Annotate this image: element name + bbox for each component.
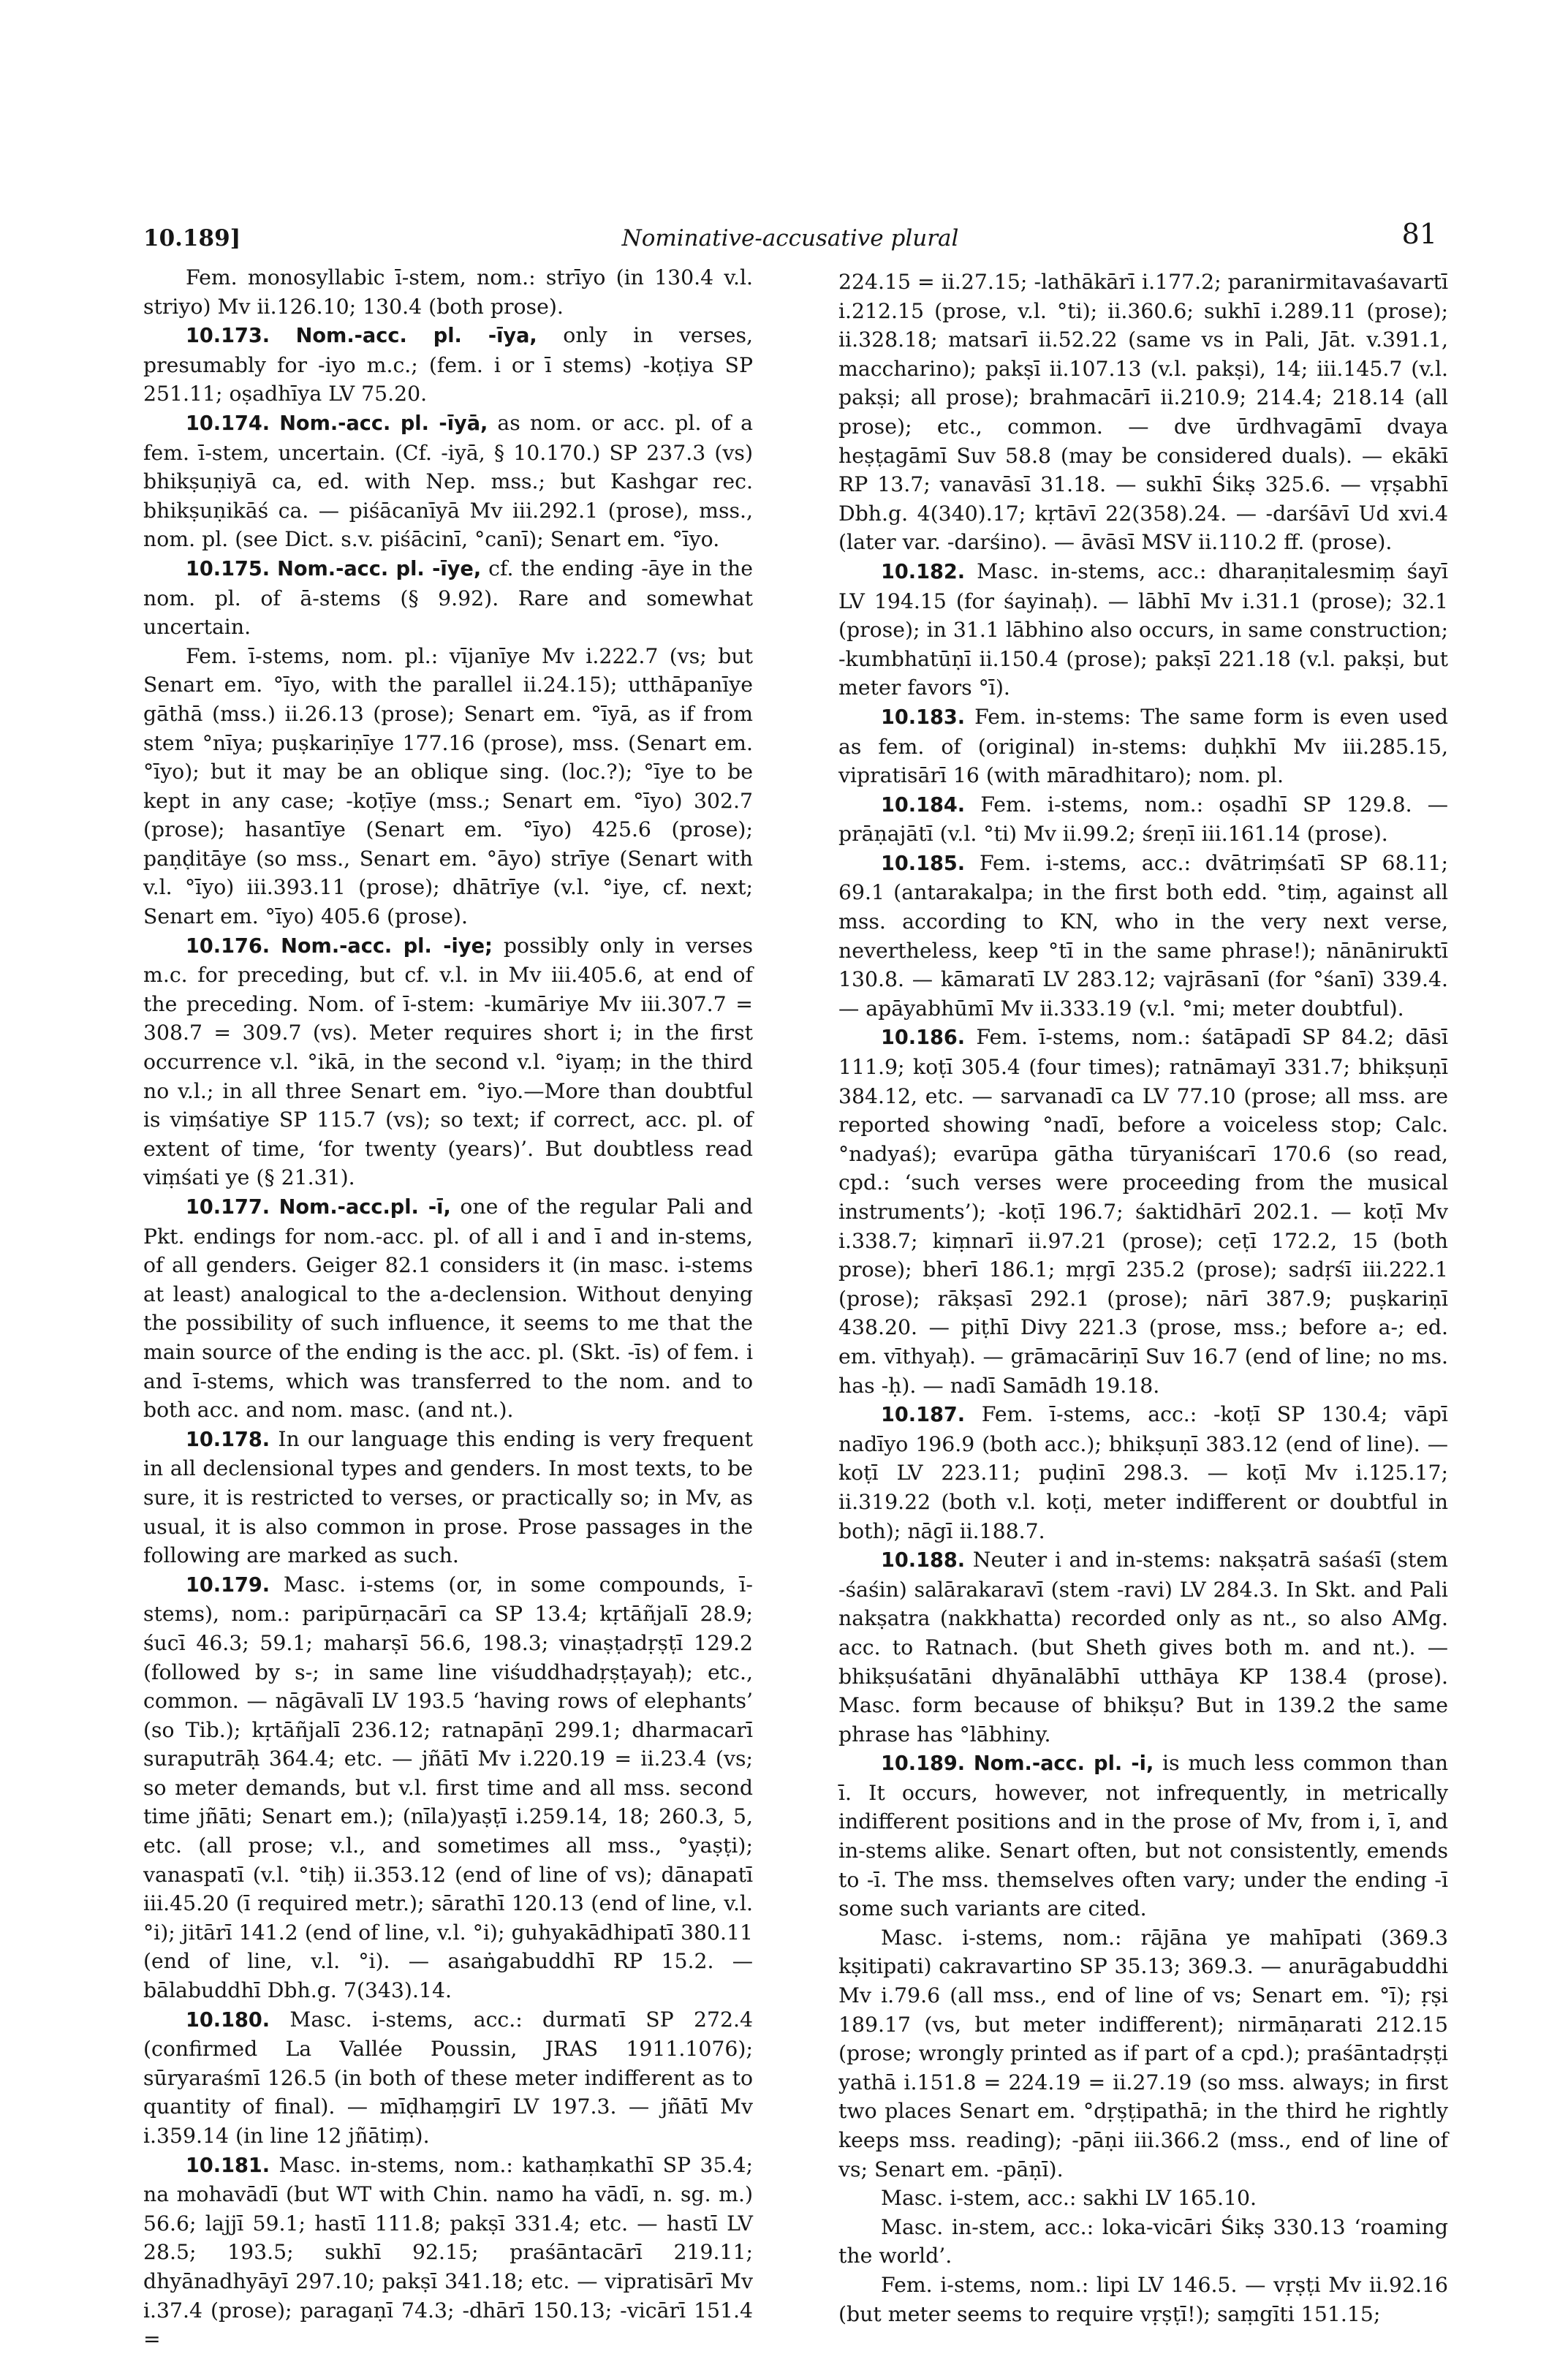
paragraph-p-10-182 bbox=[838, 557, 1448, 703]
paragraph-p-10-177 bbox=[143, 1192, 753, 1425]
paragraph-p-10-186 bbox=[838, 1023, 1448, 1400]
paragraph-text: Masc. i-stems, nom.: rājāna ye mahīpati (369.3 kṣitipati) cakravartino SP 35.13; 369.3. — anurāgabuddhi Mv i.79.6 (all mss., end of line of vs; Senart em. °ī); ṛṣi 189.17 (vs, but meter indifferent); nirmāṇarati 212.15 (prose; wrongly printed as if part of a cpd.); praśāntadṛṣṭi yathā i.151.8 = 224.19 = ii.27.19 (so mss. always; in first two places Senart em. °dṛṣṭipathā; in the third he rightly keeps mss. reading); -pāṇi iii.366.2 (mss., end of line of vs; Senart em. -pāṇī). bbox=[838, 1925, 1448, 2181]
paragraph-p-masc-i-nom bbox=[838, 1923, 1448, 2184]
section-number: 10.188. bbox=[881, 1549, 966, 1573]
paragraph-text: only in verses, presumably for -iyo m.c.; (fem. i or ī stems) -koṭiya SP 251.11; oṣadhīya LV 75.20. bbox=[143, 323, 753, 406]
paragraph-text: Neuter i and in-stems: nakṣatrā saśaśī (stem -śaśin) salārakaravī (stem -ravi) LV 284.3. In Skt. and Pali nakṣatra (nakkhatta) recorded only as nt., so also AMg. acc. to Ratnach. (but Sheth gives both m. and nt.). — bhikṣuśatāni dhyānalābhī utthāya KP 138.4 (prose). Masc. form because of bhikṣu? But in 139.2 the same phrase has °lābhiny. bbox=[838, 1548, 1449, 1746]
paragraph-text: Fem. ī-stems, nom. pl.: vījanīye Mv i.222.7 (vs; but Senart em. °īyo, with the parallel ii.24.15); utthāpanīye gāthā (mss.) ii.26.13 (prose); Senart em. °īyā, as if from stem °nīya; puṣkariṇīye 177.16 (prose), mss. (Senart em. °īyo); but it may be an oblique sing. (loc.?); °īye to be kept in any case; -koṭīye (mss.; Senart em. °īyo) 302.7 (prose); hasantīye (Senart em. °īyo) 425.6 (prose); paṇḍitāye (so mss., Senart em. °āyo) strīye (Senart with v.l. °īyo) iii.393.11 (prose); dhātrīye (v.l. °iye, cf. next; Senart em. °īyo) 405.6 (prose). bbox=[143, 643, 753, 929]
paragraph-text: Fem. in-stems: The same form is even used as fem. of (original) in-stems: duḥkhī Mv iii.285.15, vipratisārī 16 (with māradhitaro); nom. pl. bbox=[838, 704, 1449, 788]
paragraph-text: Fem. ī-stems, nom.: śatāpadī SP 84.2; dāsī 111.9; koṭī 305.4 (four times); ratnāmayī 331.7; bhikṣuṇī 384.12, etc. — sarvanadī ca LV 77.10 (prose; all mss. are reported showing °nadī, before a voiceless stop; Calc. °nadyaś); evarūpa gātha tūryaniścarī 170.6 (so read, cpd.: ‘such verses were proceeding from the musical instruments’); -koṭī 196.7; śaktidhārī 202.1. — koṭī Mv i.338.7; kiṃnarī ii.97.21 (prose); ceṭī 172.2, 15 (both prose); bherī 186.1; mṛgī 235.2 (prose); sadṛśī iii.222.1 (prose); rākṣasī 292.1 (prose); nārī 387.9; puṣkariṇī 438.20. — piṭhī Divy 221.3 (prose, mss.; before a-; ed. em. vīthyaḥ). — grāmacāriṇī Suv 16.7 (end of line; no ms. has -ḥ). — nadī Samādh 19.18. bbox=[838, 1025, 1448, 1398]
paragraph-p-10-185 bbox=[838, 849, 1448, 1023]
paragraph-p-10-180 bbox=[143, 2005, 753, 2151]
section-number: 10.177. bbox=[186, 1196, 270, 1219]
section-number: 10.180. bbox=[186, 2008, 270, 2032]
paragraph-p-masc-in-acc bbox=[838, 2213, 1448, 2271]
section-number: 10.176. bbox=[186, 934, 270, 958]
page-header bbox=[143, 218, 1437, 262]
section-number: 10.173. bbox=[186, 325, 270, 348]
paragraph-p-10-188 bbox=[838, 1545, 1448, 1749]
paragraph-text: Masc. i-stems (or, in some compounds, ī-stems), nom.: paripūrṇacārī ca SP 13.4; kṛtāñjalī 28.9; śucī 46.3; 59.1; maharṣī 56.6, 198.3; vinaṣṭadṛṣṭī 129.2 (followed by s-; in same line viśuddhadṛṣṭayaḥ); etc., common. — nāgāvalī LV 193.5 ‘having rows of elephants’ (so Tib.); kṛtāñjalī 236.12; ratnapāṇī 299.1; dharmacarī suraputrāḥ 364.4; etc. — jñātī Mv i.220.19 = ii.23.4 (vs; so meter demands, but v.l. first time and all mss. second time jñāti; Senart em.); (nīla)yaṣṭī i.259.14, 18; 260.3, 5, etc. (all prose; v.l., and sometimes all mss., °yaṣṭi); vanaspatī (v.l. °tiḥ) ii.353.12 (end of line of vs); dānapatī iii.45.20 (ī required metr.); sārathī 120.13 (end of line, v.l. °i); jitārī 141.2 (end of line, v.l. °i); guhyakādhipatī 380.11 (end of line, v.l. °i). — asaṅgabuddhī RP 15.2. — bālabuddhī Dbh.g. 7(343).14. bbox=[143, 1572, 753, 2003]
paragraph-text: as nom. or acc. pl. of a fem. ī-stem, uncertain. (Cf. -iyā, § 10.170.) SP 237.3 (vs) bhikṣuṇiyā ca, ed. with Nep. mss.; but Kashgar rec. bhikṣuṇikāś ca. — piśācanīyā Mv iii.292.1 (prose), mss., nom. pl. (see Dict. s.v. piśācinī, °canī); Senart em. °īyo. bbox=[143, 410, 753, 552]
section-number: 10.187. bbox=[881, 1404, 966, 1427]
paragraph-p-fem-mono bbox=[143, 263, 753, 321]
section-number: 10.183. bbox=[881, 705, 966, 729]
paragraph-p-10-179 bbox=[143, 1570, 753, 2005]
paragraph-p-10-189 bbox=[838, 1749, 1448, 1923]
section-heading: Nom.-acc. pl. -i, bbox=[973, 1752, 1154, 1776]
paragraph-text: Masc. in-stems, acc.: dharaṇitalesmiṃ śayī LV 194.15 (for śayinaḥ). — lābhī Mv i.31.1 (prose); 32.1 (prose); in 31.1 lābhino also occurs, in same construction; -kumbhatūṇī ii.150.4 (prose); pakṣī 221.18 (v.l. pakṣi, but meter favors °ī). bbox=[838, 559, 1449, 700]
section-number: 10.185. bbox=[881, 852, 966, 875]
paragraph-p-10-173 bbox=[143, 321, 753, 409]
paragraph-p-10-184 bbox=[838, 790, 1448, 849]
paragraph-p-10-175 bbox=[143, 554, 753, 642]
paragraph-text: In our language this ending is very frequent in all declensional types and genders. In most texts, to be sure, it is restricted to verses, or practically so; in Mv, as usual, it is also common in prose. Prose passages in the following are marked as such. bbox=[143, 1426, 753, 1568]
paragraph-text: possibly only in verses m.c. for preceding, but cf. v.l. in Mv iii.405.6, at end of the preceding. Nom. of ī-stem: -kumāriye Mv iii.307.7 = 308.7 = 309.7 (vs). Meter requires short i; in the first occurrence v.l. °ikā, in the second v.l. °iyaṃ; in the third no v.l.; in all three Senart em. °iyo.—More than doubtful is viṃśatiye SP 115.7 (vs); so text; if correct, acc. pl. of extent of time, ‘for twenty (years)’. But doubtless read viṃśati ye (§ 21.31). bbox=[143, 933, 753, 1190]
paragraph-p-fem-i-stems bbox=[143, 642, 753, 931]
paragraph-p-10-183 bbox=[838, 703, 1448, 790]
paragraph-text: one of the regular Pali and Pkt. endings for nom.-acc. pl. of all i and ī and in-stems, of all genders. Geiger 82.1 considers it (in masc. i-stems at least) analogical to the a-declension. Without denying the possibility of such influence, it seems to me that the main source of the ending is the acc. pl. (Skt. -īs) of fem. i and ī-stems, which was transferred to the nom. and to both acc. and nom. masc. (and nt.). bbox=[143, 1195, 753, 1423]
paragraph-text: Fem. ī-stems, acc.: -koṭī SP 130.4; vāpī nadīyo 196.9 (both acc.); bhikṣuṇī 383.12 (end of line). — koṭī LV 223.11; puḍinī 298.3. — koṭī Mv i.125.17; ii.319.22 (both v.l. koṭi, meter indifferent or doubtful in both); nāgī ii.188.7. bbox=[838, 1402, 1448, 1543]
section-number: 10.184. bbox=[881, 793, 966, 817]
section-number: 10.186. bbox=[881, 1026, 966, 1050]
paragraph-text: is much less common than ī. It occurs, however, not infrequently, in metrically indifferent positions and in the prose of Mv, from i, ī, and in-stems alike. Senart often, but not consistently, emends to -ī. The mss. themselves often vary; under the ending -ī some such variants are cited. bbox=[838, 1751, 1448, 1921]
paragraph-p-10-187 bbox=[838, 1400, 1448, 1545]
paragraph-text: Fem. i-stems, nom.: oṣadhī SP 129.8. — prāṇajātī (v.l. °ti) Mv ii.99.2; śreṇī iii.161.14 (prose). bbox=[838, 792, 1449, 847]
section-number: 10.174. bbox=[186, 412, 270, 435]
paragraph-p-10-174 bbox=[143, 409, 753, 554]
paragraph-p-fem-i-nom bbox=[838, 2271, 1448, 2328]
paragraph-text: 224.15 = ii.27.15; -lathākārī i.177.2; paranirmitavaśavartī i.212.15 (prose, v.l. °ti); ii.360.6; sukhī i.289.11 (prose); ii.328.18; matsarī ii.52.22 (same vs in Pali, Jāt. v.391.1, maccharino); pakṣī ii.107.13 (v.l. pakṣi), 14; iii.145.7 (v.l. pakṣi; all prose); brahmacārī ii.210.9; 214.4; 218.14 (all prose); etc., common. — dve ūrdhvagāmī dvaya heṣṭagāmī Suv 58.8 (may be considered duals). — ekākī RP 13.7; vanavāsī 31.18. — sukhī Śikṣ 325.6. — vṛṣabhī Dbh.g. 4(340).17; kṛtāvī 22(358).24. — -darśāvī Ud xvi.4 (later var. -darśino). — āvāsī MSV ii.110.2 ff. (prose). bbox=[838, 270, 1448, 555]
section-heading: Nom.-acc. pl. -īyā, bbox=[279, 412, 488, 435]
section-number: 10.178. bbox=[186, 1428, 270, 1451]
section-number: 10.189. bbox=[881, 1752, 966, 1776]
paragraph-text: Masc. in-stem, acc.: loka-vicāri Śikṣ 330.13 ‘roaming the world’. bbox=[838, 2214, 1448, 2268]
right-text-column bbox=[838, 268, 1449, 2326]
paragraph-p-cont-181 bbox=[838, 268, 1448, 557]
paragraph-text: Masc. in-stems, nom.: kathaṃkathī SP 35.4; na mohavādī (but WT with Chin. namo ha vādī, n. sg. m.) 56.6; lajjī 59.1; hastī 111.8; pakṣī 331.4; etc. — hastī LV 28.5; 193.5; sukhī 92.15; praśāntacārī 219.11; dhyānadhyāyī 297.10; pakṣī 341.18; etc. — vipratisārī Mv i.37.4 (prose); paragaṇī 74.3; -dhārī 150.13; -vicārī 151.4 = bbox=[143, 2152, 753, 2352]
paragraph-text: cf. the ending -āye in the nom. pl. of ā-stems (§ 9.92). Rare and somewhat uncertain. bbox=[143, 556, 753, 640]
paragraph-p-10-178 bbox=[143, 1425, 753, 1570]
running-title: Nominative-accusative plural bbox=[621, 225, 959, 251]
paragraph-p-masc-i-acc bbox=[838, 2184, 1448, 2213]
section-number: 10.181. bbox=[186, 2154, 270, 2177]
section-number: 10.182. bbox=[881, 560, 966, 583]
paragraph-text: Fem. monosyllabic ī-stem, nom.: strīyo (in 130.4 v.l. striyo) Mv ii.126.10; 130.4 (both prose). bbox=[143, 265, 753, 319]
section-reference: 10.189] bbox=[143, 225, 241, 251]
section-number: 10.179. bbox=[186, 1573, 270, 1597]
paragraph-p-10-176 bbox=[143, 931, 753, 1192]
paragraph-text: Fem. i-stems, nom.: lipi LV 146.5. — vṛṣṭi Mv ii.92.16 (but meter seems to require vṛṣṭī!); saṃgīti 151.15; bbox=[838, 2272, 1448, 2326]
page-number: 81 bbox=[1401, 218, 1437, 250]
section-heading: Nom.-acc.pl. -ī, bbox=[279, 1196, 451, 1219]
section-number: 10.175. bbox=[186, 557, 270, 580]
section-heading: Nom.-acc. pl. -iye; bbox=[281, 934, 493, 958]
paragraph-text: Masc. i-stem, acc.: sakhi LV 165.10. bbox=[881, 2186, 1257, 2211]
left-text-column bbox=[143, 263, 753, 2352]
paragraph-text: Fem. i-stems, acc.: dvātriṃśatī SP 68.11; 69.1 (antarakalpa; in the first both edd. °tiṃ, against all mss. according to KN, who in the very next verse, nevertheless, keep °tī in the same phrase!); nānāniruktī 130.8. — kāmaratī LV 283.12; vajrāsanī (for °śanī) 339.4. — apāyabhūmī Mv ii.333.19 (v.l. °mi; meter doubtful). bbox=[838, 850, 1449, 1021]
paragraph-text: Masc. i-stems, acc.: durmatī SP 272.4 (confirmed La Vallée Poussin, JRAS 1911.1076); sūryaraśmī 126.5 (in both of these meter indifferent as to quantity of final). — mīḍhaṃgirī LV 197.3. — jñātī Mv i.359.14 (in line 12 jñātiṃ). bbox=[143, 2007, 753, 2148]
section-heading: Nom.-acc. pl. -īya, bbox=[295, 325, 537, 348]
section-heading: Nom.-acc. pl. -īye, bbox=[277, 557, 482, 580]
paragraph-p-10-181 bbox=[143, 2151, 753, 2354]
